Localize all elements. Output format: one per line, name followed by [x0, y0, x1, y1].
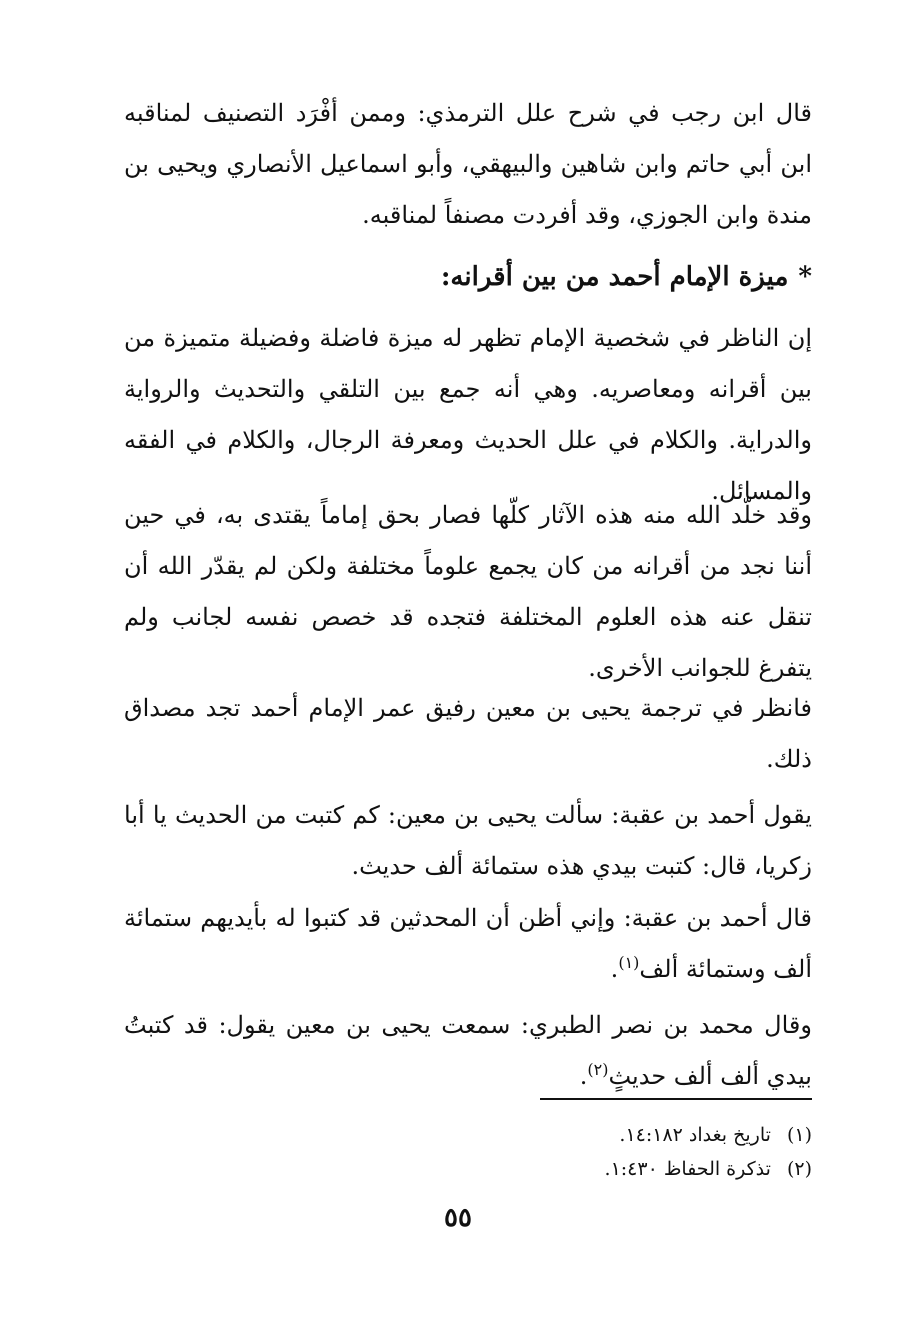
- paragraph-text: قال أحمد بن عقبة: وإني أظن أن المحدثين قد كتبوا له بأيديهم ستمائة ألف وستمائة ألف: [124, 904, 812, 983]
- paragraph-legacy: وقد خلّد الله منه هذه الآثار كلّها فصار بحق إماماً يقتدى به، في حين أننا نجد من أقرانه من كان يجمع علوماً مختلفة ولكن لم يقدّر الله أن تنقل عنه هذه العلوم المختلفة فتجده قد خصص نفسه لجانب ولم يتفرغ للجوانب الأخرى.: [124, 501, 812, 682]
- paragraph-end-mark: .: [610, 955, 619, 983]
- footnote-reference-1: (١): [618, 953, 640, 972]
- paragraph-ahmad-ibn-uqba-opinion: [124, 893, 812, 995]
- footnote-reference-2: (٢): [587, 1060, 609, 1079]
- footnote-number: (١): [786, 1124, 812, 1146]
- footnote-separator: [540, 1098, 812, 1100]
- footnote-1: [400, 1118, 812, 1152]
- footnote-text: تاريخ بغداد ١٤:١٨٢.: [619, 1124, 771, 1146]
- page-number: ٥٥: [444, 1203, 472, 1233]
- paragraph-ahmad-ibn-uqba-question: يقول أحمد بن عقبة: سألت يحيى بن معين: كم كتبت من الحديث يا أبا زكريا، قال: كتبت بيدي هذه ستمائة ألف حديث.: [124, 801, 812, 880]
- paragraph-end-mark: .: [579, 1062, 588, 1090]
- paragraph-ibn-rajab: قال ابن رجب في شرح علل الترمذي: وممن أفْرَد التصنيف لمناقبه ابن أبي حاتم وابن شاهين والبيهقي، وأبو اسماعيل الأنصاري ويحيى بن مندة وابن الجوزي، وقد أفردت مصنفاً لمناقبه.: [124, 99, 812, 229]
- footnote-2: [400, 1152, 812, 1186]
- paragraph-distinction: إن الناظر في شخصية الإمام تظهر له ميزة فاضلة وفضيلة متميزة من بين أقرانه ومعاصريه. وهي أنه جمع بين التلقي والتحديث والرواية والدراية. والكلام في علل الحديث ومعرفة الرجال، والكلام في الفقه والمسائل.: [124, 324, 812, 505]
- paragraph-yahya-ibn-main: فانظر في ترجمة يحيى بن معين رفيق عمر الإمام أحمد تجد مصداق ذلك.: [124, 694, 812, 773]
- heading-text: ميزة الإمام أحمد من بين أقرانه:: [440, 262, 789, 292]
- section-heading: [124, 255, 812, 299]
- footnote-text: تذكرة الحفاظ ١:٤٣٠.: [604, 1158, 771, 1180]
- heading-marker: *: [798, 262, 812, 292]
- paragraph-muhammad-ibn-nasr: [124, 1000, 812, 1102]
- paragraph-text: وقال محمد بن نصر الطبري: سمعت يحيى بن معين يقول: قد كتبتُ بيدي ألف ألف حديثٍ: [124, 1011, 812, 1090]
- footnote-number: (٢): [786, 1158, 812, 1180]
